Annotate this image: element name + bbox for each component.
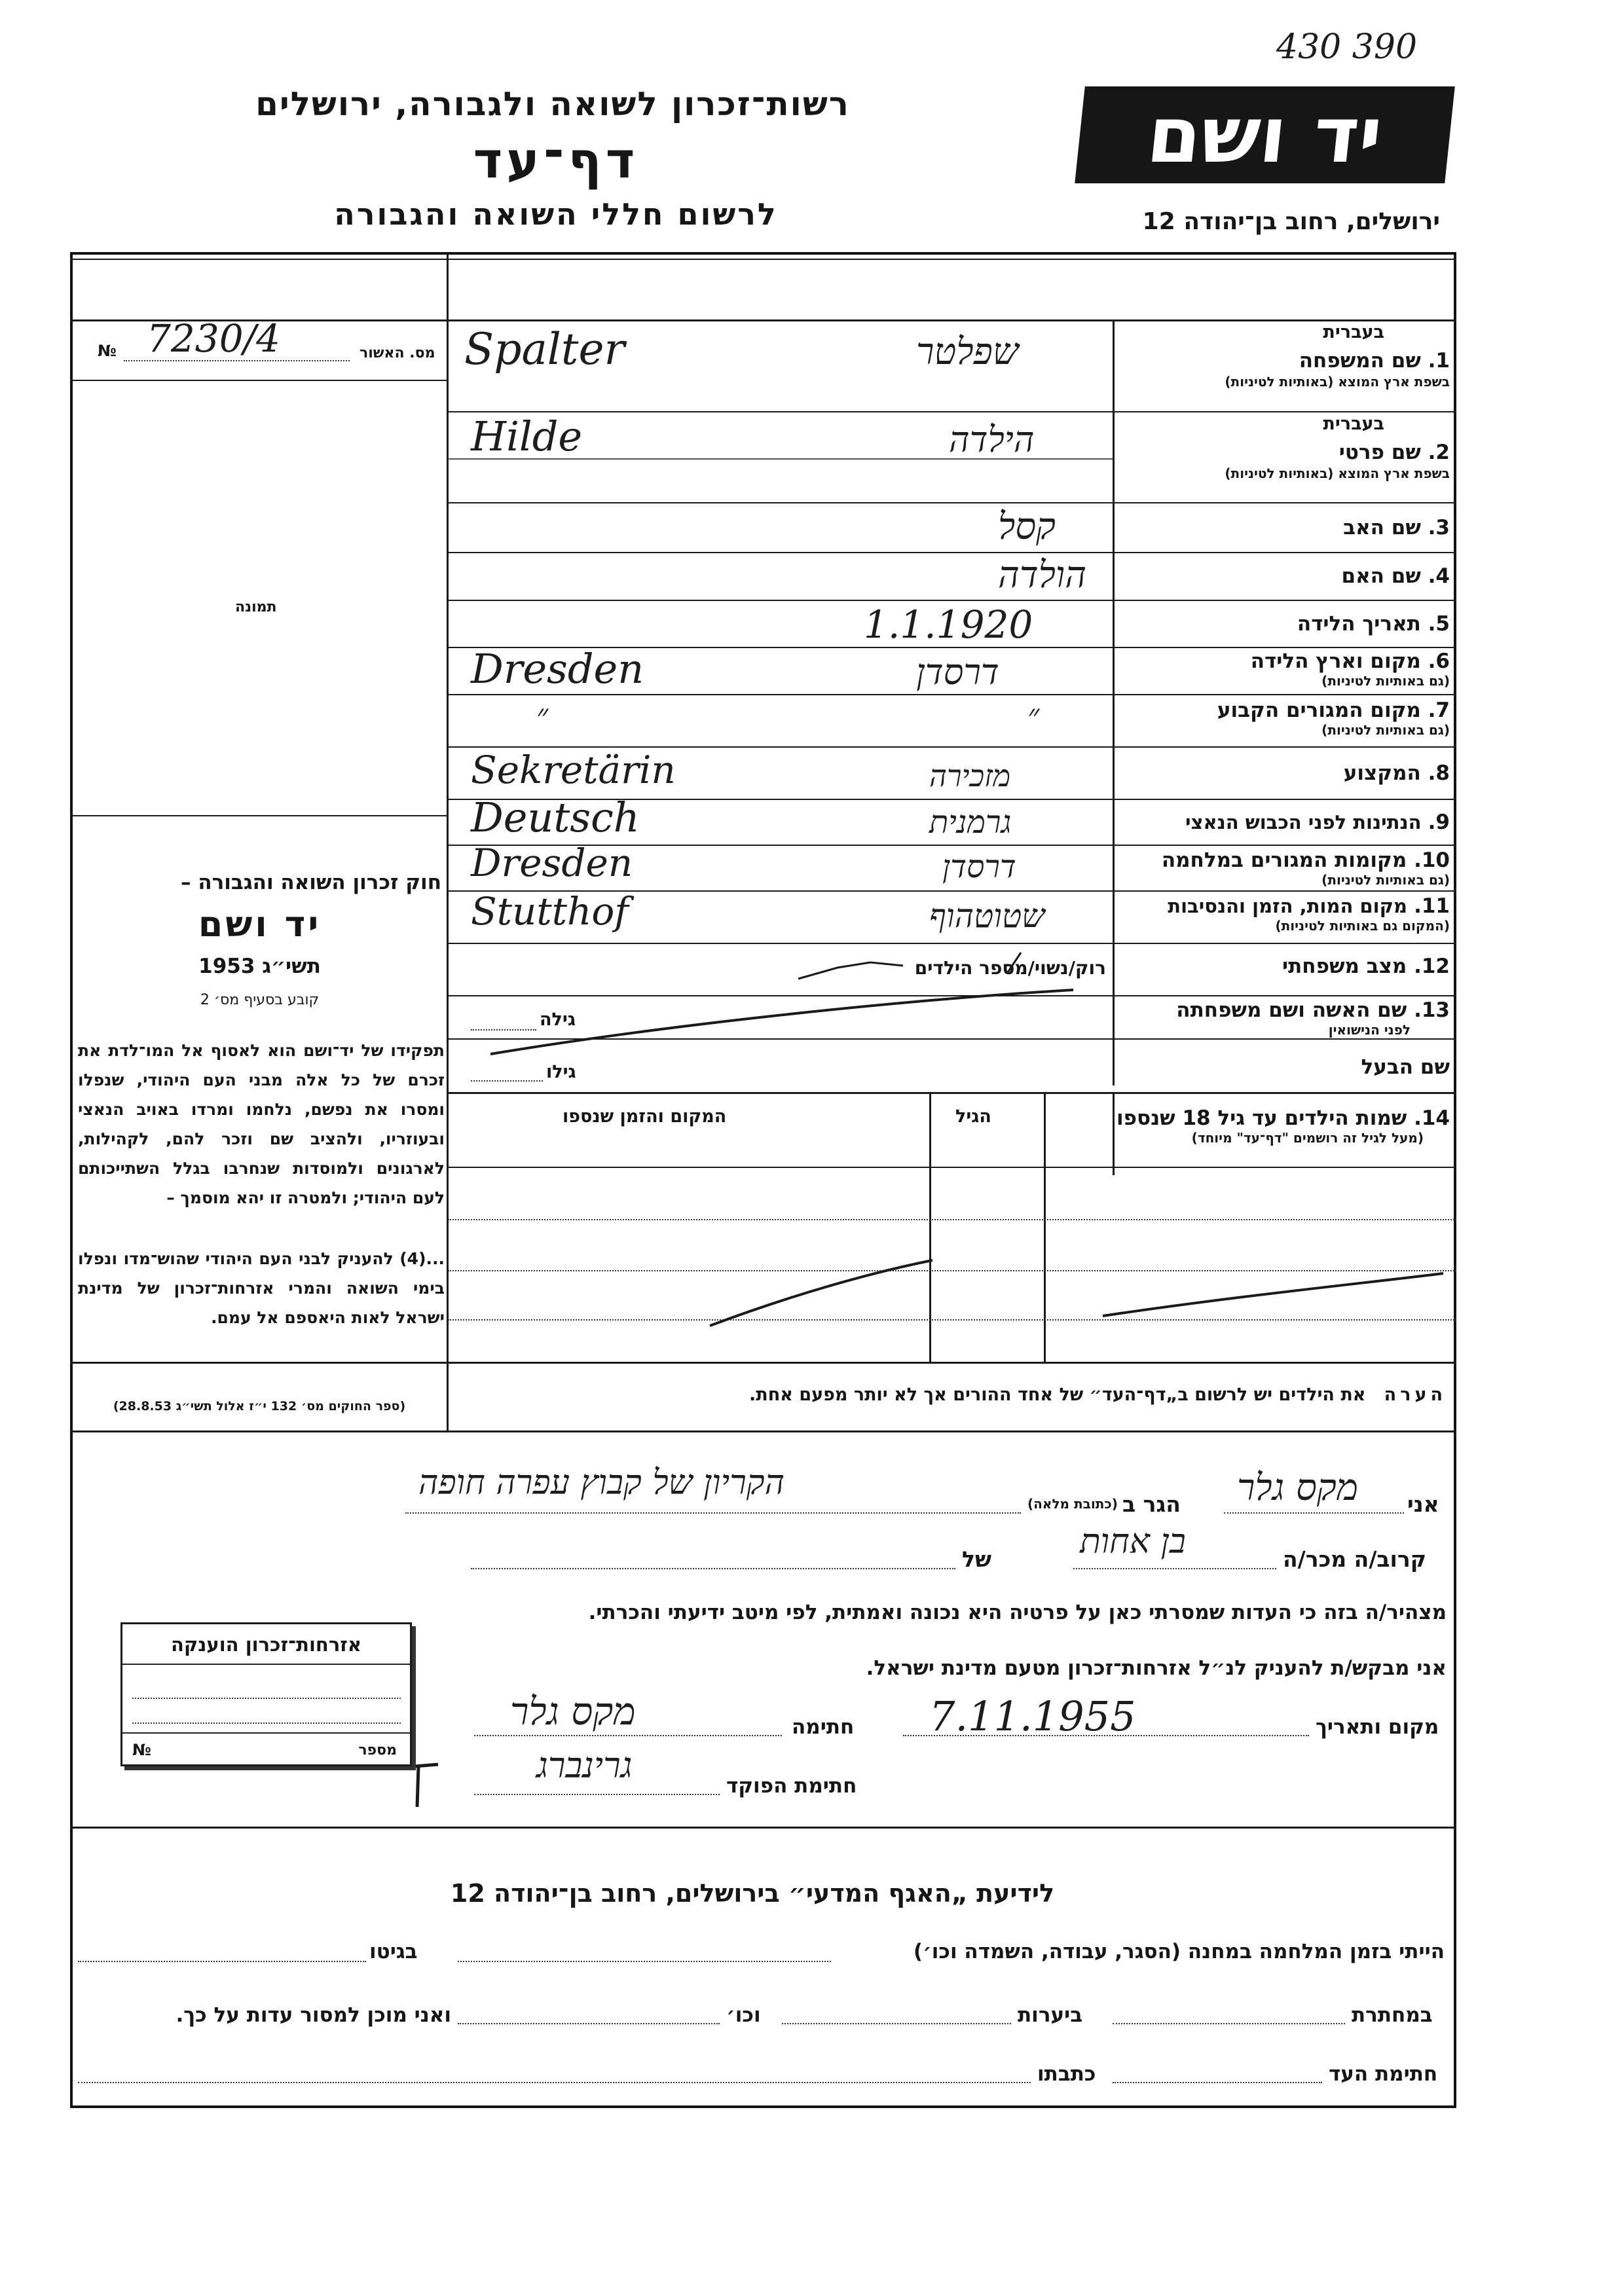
nationality-latin[interactable]: Deutsch: [471, 793, 640, 841]
law-title-text: חוק זכרון השואה והגבורה: [198, 871, 442, 894]
field-father-name: [1120, 516, 1450, 539]
citizenship-number-label: מספר: [359, 1742, 397, 1758]
row6-num: 6.: [1428, 649, 1450, 673]
law-title: [79, 871, 442, 894]
row8-num: 8.: [1428, 761, 1450, 785]
info-line2-d: ואני מוכן למסור עדות על כך.: [176, 2003, 452, 2027]
children-age-column: הגיל: [956, 1106, 992, 1127]
law-source: (ספר החוקים מס׳ 132 י״ז אלול תשי״ג 28.8.53): [113, 1399, 407, 1413]
approval-no-symbol: №: [98, 342, 117, 360]
field-first-name: [1120, 414, 1450, 481]
decl-relative-label: קרוב/ה מכר/ה: [1283, 1546, 1427, 1572]
marital-status-options[interactable]: רוק/נשוי/מספר הילדים: [915, 957, 1107, 979]
decl-statement-1: מצהיר/ה בזה כי העדות שמסרתי כאן על פרטיה היא נכונה ואמתית, לפי מיטב ידיעתי והכרתי.: [589, 1601, 1447, 1624]
law-paragraph-1: תפקידו של יד־ושם הוא לאסוף אל המו־לדת את זכרם של כל אלה מבני העם היהודי, שנפלו ומסרו את נפשם, נלחמו ומרדו באויב הנאצי ובעוזריו, ולהציב שם וזכר להם, לקהילות, לארגונים ולמוסדות שנחרבו בגלל השתייכותם לעם היהודי; ולמטרה זו יהא מוסמך –: [79, 1041, 445, 1207]
mother-name-value[interactable]: הולדה: [999, 554, 1088, 596]
row13-num: 13.: [1414, 998, 1450, 1022]
decl-place-date-label: מקום ותאריך: [1316, 1715, 1440, 1739]
profession-latin[interactable]: Sekretärin: [471, 748, 676, 792]
approval-value: 7230/4: [147, 316, 282, 361]
row5-label: תאריך הלידה: [1297, 612, 1422, 636]
marital-strike-line: [799, 962, 904, 979]
row6-label: מקום וארץ הלידה: [1251, 649, 1422, 673]
row8-label: המקצוע: [1344, 761, 1422, 785]
death-place-latin[interactable]: Stutthof: [471, 889, 629, 934]
decl-officer-label: חתימת הפוקד: [727, 1774, 858, 1798]
row11-label: מקום המות, הזמן והנסיבות: [1168, 895, 1408, 917]
row13-label: שם האשה ושם משפחתה: [1177, 998, 1408, 1022]
citizenship-box: [121, 1622, 413, 1766]
field-profession: [1120, 761, 1450, 785]
row1-num: 1.: [1428, 349, 1450, 373]
address-line: ירושלים, רחוב בן־יהודה 12: [1143, 208, 1441, 235]
decl-residing-label: הגר ב: [1123, 1491, 1181, 1517]
field-mother-name: [1120, 564, 1450, 588]
row3-label: שם האב: [1344, 516, 1422, 539]
field-wife-maiden-name: [1120, 998, 1450, 1038]
info-line1-b: בגיטו: [370, 1940, 418, 1963]
citizenship-no-symbol: №: [133, 1741, 152, 1759]
field-place-of-death: [1120, 894, 1450, 934]
death-place-hebrew[interactable]: שטוטהוף: [930, 897, 1046, 935]
note-label: הערה: [1384, 1385, 1447, 1405]
note-text: את הילדים יש לרשום ב„דף־העד״ של אחד ההורים אך לא יותר מפעם אחת.: [750, 1385, 1367, 1405]
birth-place-latin[interactable]: Dresden: [471, 645, 645, 693]
wartime-residence-hebrew[interactable]: דרסדן: [943, 848, 1017, 885]
witness-name[interactable]: מקס גלר: [1238, 1467, 1359, 1509]
children-heading: [1054, 1106, 1450, 1146]
row7-sub: (גם באותיות לטיניות): [1322, 722, 1450, 738]
citizenship-title: אזרחות־זכרון הוענקה: [171, 1633, 363, 1656]
first-name-latin[interactable]: Hilde: [471, 412, 583, 460]
children-label: שמות הילדים עד גיל 18 שנספו: [1117, 1106, 1408, 1130]
row2-hebrew-tag: בעברית: [1323, 414, 1385, 434]
marital-slash-1: [1008, 953, 1022, 972]
row10-sub: (גם באותיות לטיניות): [1322, 872, 1450, 888]
officer-signature[interactable]: גרינברג: [537, 1745, 633, 1786]
birth-place-hebrew[interactable]: דרסדן: [917, 651, 1000, 693]
form-title: דף־עד: [473, 131, 640, 189]
row7-num: 7.: [1428, 699, 1450, 722]
nationality-hebrew[interactable]: גרמנית: [930, 804, 1012, 841]
row4-num: 4.: [1428, 564, 1450, 588]
row11-num: 11.: [1414, 894, 1450, 918]
row5-num: 5.: [1428, 612, 1450, 636]
field-marital-status: [1120, 955, 1450, 978]
declaration-date[interactable]: 7.11.1955: [930, 1692, 1137, 1740]
husband-age-label: גילו: [547, 1062, 577, 1082]
residence-hebrew[interactable]: ״: [1028, 697, 1041, 734]
husband-label: שם הבעל: [1361, 1055, 1450, 1079]
form-subtitle: לרשום חללי השואה והגבורה: [335, 196, 779, 232]
row11-sub: (המקום גם באותיות לטיניות): [1276, 918, 1450, 934]
info-line2-c: וכו׳: [727, 2003, 762, 2027]
info-line1-a: הייתי בזמן המלחמה במחנה (הסגר, עבודה, השמדה וכו׳): [913, 1940, 1445, 1963]
row10-label: מקומות המגורים במלחמה: [1162, 848, 1408, 872]
field-family-name: [1120, 322, 1450, 390]
info-line3-a: חתימת העד: [1329, 2062, 1439, 2086]
field-husband-name: [1120, 1055, 1450, 1079]
row4-label: שם האם: [1342, 564, 1422, 588]
law-section: קובע בסעיף מס׳ 2: [200, 992, 320, 1008]
children-place-column: המקום והזמן שנספו: [563, 1106, 728, 1127]
witness-address[interactable]: הקריון של קבוץ עפרה חופה: [419, 1463, 786, 1503]
info-title: לידיעת „האגף המדעי״ בירושלים, רחוב בן־יהודה 12: [451, 1879, 1056, 1908]
law-name: יד ושם: [198, 903, 322, 945]
field-birth-place: [1120, 649, 1450, 689]
row3-num: 3.: [1428, 516, 1450, 539]
row2-label: שם פרטי: [1339, 441, 1422, 464]
witness-signature[interactable]: מקס גלר: [511, 1689, 637, 1734]
cancel-stroke-13: [452, 982, 1120, 1061]
decl-signature-label: חתימה: [792, 1715, 855, 1739]
approval-label: מס. האשור: [360, 345, 436, 361]
yad-vashem-logo: [1075, 86, 1456, 183]
row2-num: 2.: [1428, 441, 1450, 464]
decl-i-label: אני: [1408, 1491, 1440, 1517]
info-line2-a: במחתרת: [1352, 2003, 1433, 2027]
row9-num: 9.: [1428, 811, 1450, 834]
first-name-hebrew[interactable]: הילדה: [950, 419, 1035, 460]
field-nationality: [1120, 811, 1450, 834]
row7-label: מקום המגורים הקבוע: [1217, 699, 1422, 722]
row2-sub: בשפת ארץ המוצא (באותיות לטיניות): [1225, 465, 1450, 481]
residence-latin[interactable]: ״: [537, 697, 549, 734]
law-year: תשי״ג 1953: [199, 955, 322, 978]
decl-of-label: של: [963, 1546, 992, 1572]
decl-statement-2: אני מבקש/ת להעניק לנ״ל אזרחות־זכרון מטעם מדינת ישראל.: [866, 1656, 1447, 1680]
field-wartime-residence: [1120, 848, 1450, 888]
children-sub: (מעל לגיל זה רושמים "דף־עד" מיוחד): [1192, 1130, 1424, 1146]
relation-value[interactable]: בן אחות: [1080, 1522, 1187, 1561]
wife-age-label: גילה: [540, 1010, 576, 1030]
children-cancel-strokes: [449, 1165, 1457, 1362]
archive-number: 430 390: [1277, 27, 1418, 67]
profession-hebrew[interactable]: מזכירה: [930, 758, 1012, 793]
row14-num: 14.: [1414, 1106, 1450, 1130]
field-birth-date: [1120, 612, 1450, 636]
law-paragraph-2: ...(4) להעניק לבני העם היהודי שהוש־מדו ונפלו בימי השואה והמרי אזרחות־זכרון של מדינת ישראל לאות היאספם אל עמם.: [79, 1249, 445, 1327]
authority-line: רשות־זכרון לשואה ולגבורה, ירושלים: [256, 85, 851, 123]
row10-num: 10.: [1414, 848, 1450, 872]
family-name-hebrew[interactable]: שפלטר: [917, 331, 1020, 373]
father-name-value[interactable]: קסל: [999, 505, 1057, 548]
wartime-residence-latin[interactable]: Dresden: [471, 841, 634, 885]
law-dash: –: [181, 871, 192, 894]
logo-text: יד ושם: [1143, 90, 1388, 180]
family-name-latin[interactable]: Spalter: [465, 324, 626, 374]
row1-sub: בשפת ארץ המוצא (באותיות לטיניות): [1225, 374, 1450, 390]
row1-label: שם המשפחה: [1299, 349, 1422, 373]
decl-address-hint: (כתובת מלאה): [1028, 1496, 1118, 1512]
birth-date-value[interactable]: 1.1.1920: [864, 602, 1034, 647]
row12-label: מצב משפחתי: [1282, 955, 1408, 978]
row6-sub: (גם באותיות לטיניות): [1322, 673, 1450, 689]
row13-sub: לפני הנישואין: [1329, 1022, 1411, 1038]
row9-label: הנתינות לפני הכבוש הנאצי: [1185, 811, 1422, 833]
field-permanent-residence: [1120, 699, 1450, 738]
note-row: [458, 1385, 1447, 1405]
info-line2-b: ביערות: [1018, 2003, 1084, 2027]
info-line3-b: כתבתו: [1038, 2062, 1097, 2086]
photo-label: תמונה: [236, 599, 278, 615]
row1-hebrew-tag: בעברית: [1323, 322, 1385, 342]
row12-num: 12.: [1414, 955, 1450, 978]
